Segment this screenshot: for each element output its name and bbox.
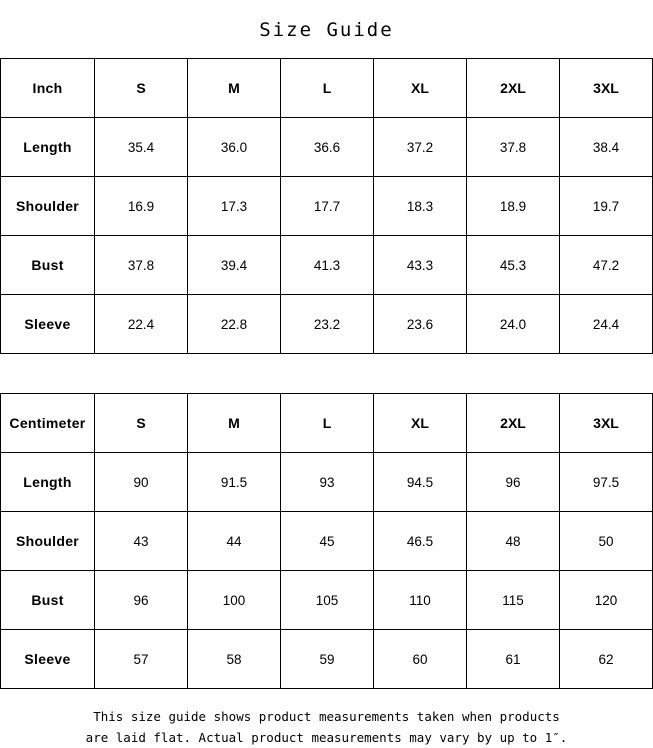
cell-bust-m: 100 [188,571,281,630]
cell-bust-3xl: 120 [560,571,653,630]
cell-sleeve-3xl: 62 [560,630,653,689]
cell-sleeve-xl: 60 [374,630,467,689]
cell-shoulder-l: 45 [281,512,374,571]
column-header-s: S [95,59,188,118]
footer-note-line-2: are laid flat. Actual product measurements may vary by up to 1″. [85,730,568,745]
column-header-s: S [95,394,188,453]
footer-note [0,689,653,748]
cell-sleeve-xl: 23.6 [374,295,467,354]
row-label-length: Length [1,453,95,512]
table-separator [0,354,653,393]
unit-label-centimeter: Centimeter [1,394,95,453]
inch-size-table [0,58,653,354]
cell-shoulder-l: 17.7 [281,177,374,236]
cell-shoulder-m: 17.3 [188,177,281,236]
cell-shoulder-s: 43 [95,512,188,571]
cell-bust-xl: 43.3 [374,236,467,295]
cell-length-m: 36.0 [188,118,281,177]
cell-bust-l: 41.3 [281,236,374,295]
cell-bust-2xl: 115 [467,571,560,630]
cell-shoulder-3xl: 50 [560,512,653,571]
column-header-3xl: 3XL [560,394,653,453]
column-header-l: L [281,59,374,118]
cell-bust-3xl: 47.2 [560,236,653,295]
row-label-sleeve: Sleeve [1,295,95,354]
cell-shoulder-2xl: 18.9 [467,177,560,236]
table-row [1,512,653,571]
table-row [1,630,653,689]
cell-sleeve-s: 22.4 [95,295,188,354]
cell-length-l: 36.6 [281,118,374,177]
cell-shoulder-2xl: 48 [467,512,560,571]
centimeter-size-table [0,393,653,689]
cell-shoulder-s: 16.9 [95,177,188,236]
row-label-shoulder: Shoulder [1,512,95,571]
column-header-xl: XL [374,59,467,118]
cell-bust-l: 105 [281,571,374,630]
cell-shoulder-3xl: 19.7 [560,177,653,236]
cell-sleeve-2xl: 61 [467,630,560,689]
column-header-2xl: 2XL [467,59,560,118]
cell-length-2xl: 37.8 [467,118,560,177]
table-row [1,177,653,236]
cell-length-xl: 37.2 [374,118,467,177]
row-label-bust: Bust [1,571,95,630]
row-label-sleeve: Sleeve [1,630,95,689]
cell-sleeve-l: 59 [281,630,374,689]
table-row [1,295,653,354]
column-header-2xl: 2XL [467,394,560,453]
column-header-l: L [281,394,374,453]
cell-shoulder-m: 44 [188,512,281,571]
cell-sleeve-3xl: 24.4 [560,295,653,354]
column-header-m: M [188,59,281,118]
cell-shoulder-xl: 46.5 [374,512,467,571]
cell-bust-s: 37.8 [95,236,188,295]
cell-bust-s: 96 [95,571,188,630]
cell-length-3xl: 97.5 [560,453,653,512]
row-label-bust: Bust [1,236,95,295]
cell-length-xl: 94.5 [374,453,467,512]
cell-bust-xl: 110 [374,571,467,630]
cell-sleeve-m: 22.8 [188,295,281,354]
column-header-xl: XL [374,394,467,453]
cell-length-s: 35.4 [95,118,188,177]
table-row [1,118,653,177]
unit-label-inch: Inch [1,59,95,118]
cell-sleeve-l: 23.2 [281,295,374,354]
table-header-row [1,59,653,118]
cell-sleeve-s: 57 [95,630,188,689]
table-row [1,453,653,512]
cell-sleeve-2xl: 24.0 [467,295,560,354]
cell-length-s: 90 [95,453,188,512]
cell-length-3xl: 38.4 [560,118,653,177]
cell-bust-m: 39.4 [188,236,281,295]
table-row [1,571,653,630]
footer-note-line-1: This size guide shows product measurements taken when products [93,709,560,724]
cell-length-2xl: 96 [467,453,560,512]
page-title: Size Guide [259,19,394,41]
row-label-length: Length [1,118,95,177]
column-header-3xl: 3XL [560,59,653,118]
cell-shoulder-xl: 18.3 [374,177,467,236]
table-row [1,236,653,295]
row-label-shoulder: Shoulder [1,177,95,236]
cell-sleeve-m: 58 [188,630,281,689]
column-header-m: M [188,394,281,453]
table-header-row [1,394,653,453]
cell-bust-2xl: 45.3 [467,236,560,295]
cell-length-l: 93 [281,453,374,512]
cell-length-m: 91.5 [188,453,281,512]
